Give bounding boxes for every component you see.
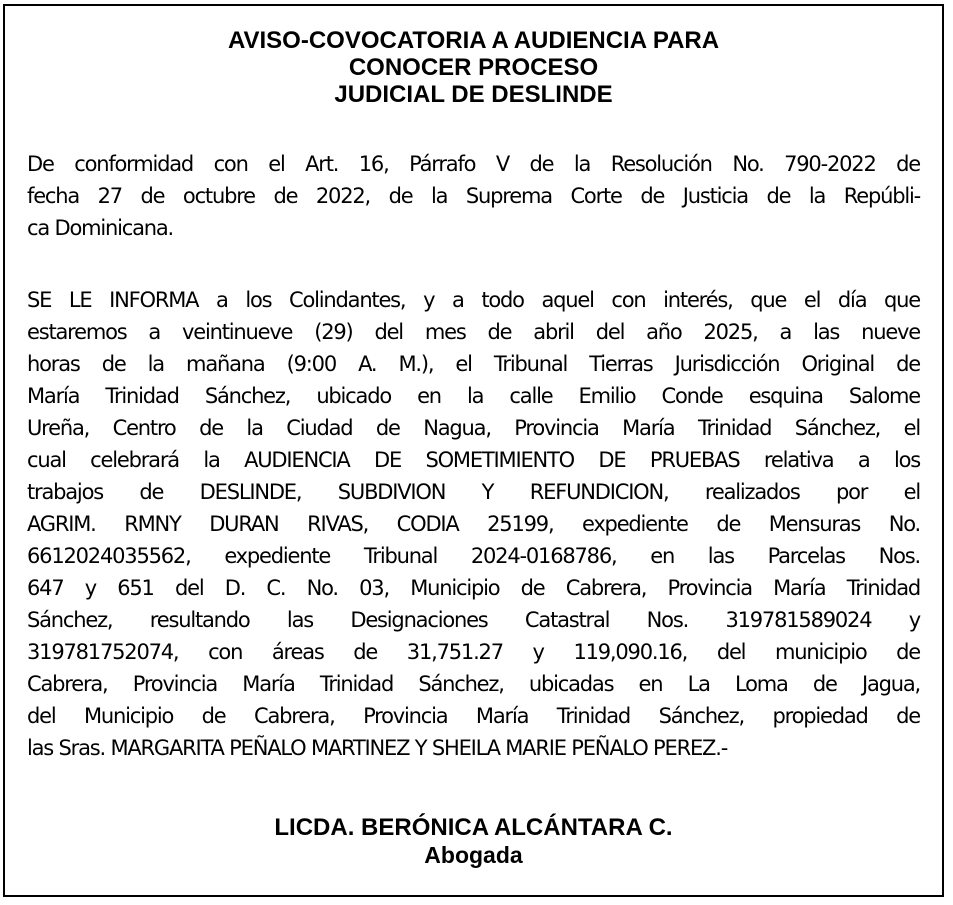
paragraph-line: estaremos a veintinueve (29) del mes de abril del año 2025, a las nueve [27,320,920,344]
paragraph-line: AGRIM. RMNY DURAN RIVAS, CODIA 25199, expediente de Mensuras No. [27,512,920,536]
paragraph-line: María Trinidad Sánchez, ubicado en la calle Emilio Conde esquina Salome [27,384,920,408]
paragraph-line: Cabrera, Provincia María Trinidad Sánchez, ubicadas en La Loma de Jagua, [27,672,920,696]
paragraph-line: De conformidad con el Art. 16, Párrafo V de la Resolución No. 790-2022 de [27,152,920,176]
legal-notice [3,4,944,897]
paragraph-line: las Sras. MARGARITA PEÑALO MARTINEZ Y SHEILA MARIE PEÑALO PEREZ.- [27,736,728,760]
signature-block [5,814,942,868]
paragraph-line: del Municipio de Cabrera, Provincia María Trinidad Sánchez, propiedad de [27,704,920,728]
paragraph-hearing-details [27,284,920,764]
title-line: JUDICIAL DE DESLINDE [334,81,613,108]
paragraph-line: cual celebrará la AUDIENCIA DE SOMETIMIENTO DE PRUEBAS relativa a los [27,448,920,472]
paragraph-line: Ureña, Centro de la Ciudad de Nagua, Provincia María Trinidad Sánchez, el [27,416,920,440]
paragraph-line: horas de la mañana (9:00 A. M.), el Tribunal Tierras Jurisdicción Original de [27,352,920,376]
paragraph-line: SE LE INFORMA a los Colindantes, y a todo aquel con interés, que el día que [27,288,920,312]
paragraph-line: 319781752074, con áreas de 31,751.27 y 119,090.16, del municipio de [27,640,920,664]
signatory-role: Abogada [424,842,523,868]
title-line: AVISO-COVOCATORIA A AUDIENCIA PARA [227,27,720,54]
signatory-name: LICDA. BERÓNICA ALCÁNTARA C. [274,814,673,841]
title-line: CONOCER PROCESO [348,54,599,81]
paragraph-line: ca Dominicana. [27,216,174,240]
paragraph-line: Sánchez, resultando las Designaciones Catastral Nos. 319781589024 y [27,608,920,632]
paragraph-line: 6612024035562, expediente Tribunal 2024-0168786, en las Parcelas Nos. [27,544,920,568]
notice-title [5,27,942,108]
paragraph-line: fecha 27 de octubre de 2022, de la Suprema Corte de Justicia de la Repúbli- [27,184,920,208]
paragraph-legal-basis [27,148,920,244]
paragraph-line: trabajos de DESLINDE, SUBDIVION Y REFUNDICION, realizados por el [27,480,920,504]
paragraph-line: 647 y 651 del D. C. No. 03, Municipio de Cabrera, Provincia María Trinidad [27,576,920,600]
